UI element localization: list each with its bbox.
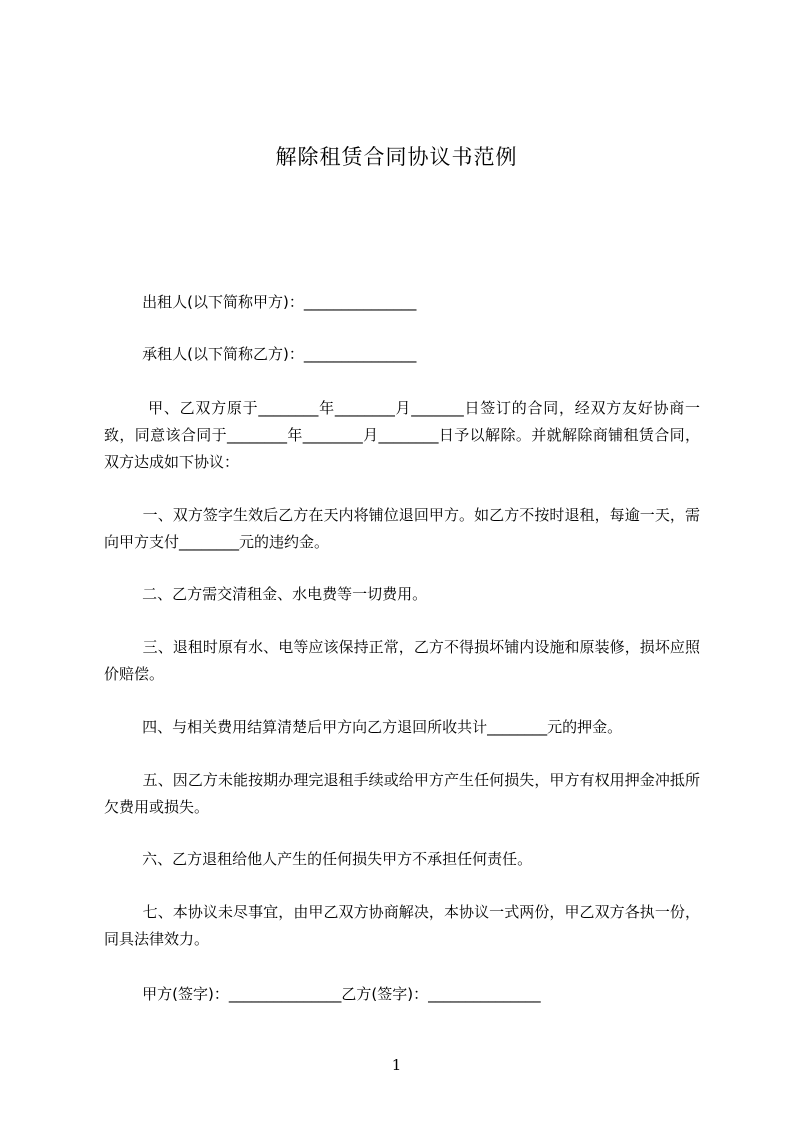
signature-line: 甲方(签字)：_______________乙方(签字)：_______________ (104, 985, 541, 1003)
clause-1: 一、双方签字生效后乙方在天内将铺位退回甲方。如乙方不按时退租，每逾一天，需向甲方支付________元的违约金。 (104, 506, 700, 551)
intro-paragraph: 甲、乙双方原于________年________月_______日签订的合同，经双方友好协商一致，同意该合同于________年________月________日予以解除。并就解除商铺租赁合同，双方达成如下协议： (104, 399, 700, 471)
clause-6: 六、乙方退租给他人产生的任何损失甲方不承担任何责任。 (104, 850, 533, 868)
page-number: 1 (391, 1056, 402, 1074)
lessee-line: 承租人(以下简称乙方)：_______________ (104, 345, 417, 363)
lessor-line: 出租人(以下简称甲方)：_______________ (104, 293, 417, 311)
clause-5: 五、因乙方未能按期办理完退租手续或给甲方产生任何损失，甲方有权用押金冲抵所欠费用或损失。 (104, 771, 700, 816)
clause-2: 二、乙方需交清租金、水电费等一切费用。 (104, 585, 428, 603)
document-title: 解除租赁合同协议书范例 (275, 145, 518, 169)
clause-4: 四、与相关费用结算清楚后甲方向乙方退回所收共计________元的押金。 (104, 718, 623, 736)
clause-7: 七、本协议未尽事宜，由甲乙双方协商解决，本协议一式两份，甲乙双方各执一份，同具法律效力。 (104, 903, 700, 948)
clause-3: 三、退租时原有水、电等应该保持正常，乙方不得损坏铺内设施和原装修，损坏应照价赔偿。 (104, 638, 700, 683)
